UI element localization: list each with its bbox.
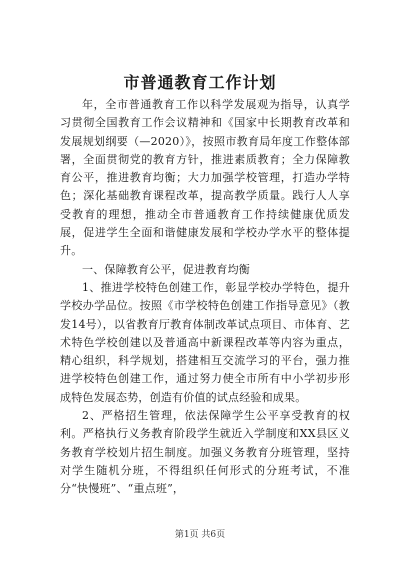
item-paragraph-1: 1、推进学校特色创建工作，彰显学校办学特色，提升学校办学品位。按照《市学校特色创建工作指导意见》（教发14号），以省教育厅教育体制改革试点项目、市体育、艺术特色学校创建以及普通高中新课程改革等内容为重点，精心组织，科学规划，搭建相互交流学习的平台，强力推进学校特色创建工作，通过努力使全市所有中小学初步形成特色发展态势，创造有价值的试点经验和成果。 — [60, 280, 350, 404]
document-body — [60, 96, 350, 499]
section-heading-1: 一、保障教育公平，促进教育均衡 — [82, 262, 250, 276]
item-paragraph-2: 2、严格招生管理，依法保障学生公平享受教育的权利。严格执行义务教育阶段学生就近入学制度和XX县区义务教育学校划片招生制度。加强义务教育分班管理，坚持对学生随机分班，不得组织任何形式的分班考试，不准分“快慢班”、“重点班”， — [60, 409, 350, 496]
intro-paragraph: 年，全市普通教育工作以科学发展观为指导，认真学习贯彻全国教育工作会议精神和《国家中长期教育改革和发展规划纲要（—2020）》，按照市教育局年度工作整体部署，全面贯彻党的教育方针，推进素质教育；全力保障教育公平，推进教育均衡；大力加强学校管理，打造办学特色；深化基础教育课程改革，提高教学质量。践行人人享受教育的理想，推动全市普通教育工作持续健康优质发展，促进学生全面和谐健康发展和学校办学水平的整体提升。 — [60, 98, 350, 258]
document-title: 市普通教育工作计划 — [123, 73, 277, 92]
page-footer: 第1页 共6页 — [174, 530, 226, 540]
